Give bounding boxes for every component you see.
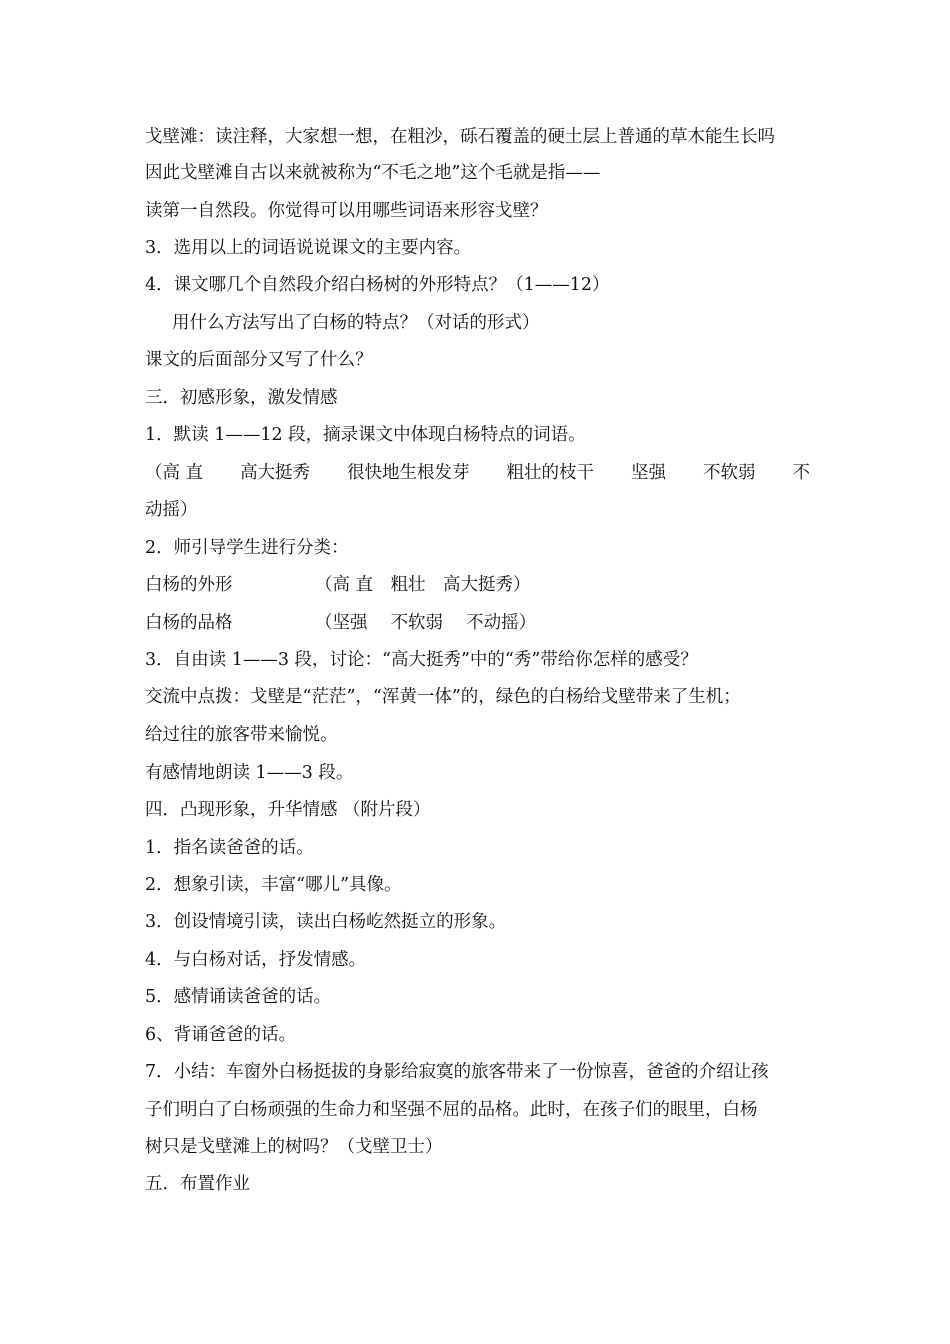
line-text: 7．小结：车窗外白杨挺拔的身影给寂寞的旅客带来了一份惊喜，爸爸的介绍让孩 xyxy=(145,1062,769,1082)
word-item: （高 直 xyxy=(145,463,204,483)
classification-value: （高 直 粗壮 高大挺秀） xyxy=(315,575,531,595)
paragraph-line xyxy=(145,1060,810,1084)
list-item: 3．自由读 1——3 段，讨论：“高大挺秀”中的“秀”带给你怎样的感受？ xyxy=(145,650,698,670)
paragraph-line: 课文的后面部分又写了什么？ xyxy=(145,350,373,370)
word-list-line xyxy=(145,461,810,485)
paragraph-line xyxy=(145,1098,810,1122)
paragraph-line: 有感情地朗读 1——3 段。 xyxy=(145,763,354,783)
word-item: 不 xyxy=(792,463,810,483)
classification-value: （坚强 不软弱 不动摇） xyxy=(315,613,537,633)
word-item: 很快地生根发芽 xyxy=(347,463,470,483)
list-item: 3．创设情境引读，读出白杨屹然挺立的形象。 xyxy=(145,912,507,932)
paragraph-line: 树只是戈壁滩上的树吗？（戈壁卫士） xyxy=(145,1137,443,1157)
list-item: 3．选用以上的词语说说课文的主要内容。 xyxy=(145,238,472,258)
classification-label: 白杨的外形 xyxy=(145,575,233,595)
line-text: 子们明白了白杨顽强的生命力和坚强不屈的品格。此时，在孩子们的眼里，白杨 xyxy=(145,1100,758,1120)
list-item: 1．默读 1——12 段，摘录课文中体现白杨特点的词语。 xyxy=(145,425,586,445)
paragraph-line: 用什么方法写出了白杨的特点？（对话的形式） xyxy=(172,313,540,333)
paragraph-line: 给过往的旅客带来愉悦。 xyxy=(145,725,338,745)
paragraph-line: 因此戈壁滩自古以来就被称为“不毛之地”这个毛就是指—— xyxy=(145,163,601,183)
line-text: 戈壁滩：读注释，大家想一想，在粗沙，砾石覆盖的硬土层上普通的草木能生长吗 xyxy=(145,127,775,147)
list-item: 5．感情诵读爸爸的话。 xyxy=(145,987,332,1007)
section-heading: 三．初感形象，激发情感 xyxy=(145,388,338,408)
paragraph-line: 动摇） xyxy=(145,500,198,520)
line-text: 交流中点拨：戈壁是“茫茫”，“浑黄一体”的，绿色的白杨给戈壁带来了生机； xyxy=(145,687,741,707)
list-item: 1．指名读爸爸的话。 xyxy=(145,838,314,858)
list-item: 4．与白杨对话，抒发情感。 xyxy=(145,950,367,970)
section-heading: 五．布置作业 xyxy=(145,1174,250,1194)
classification-row xyxy=(145,611,810,635)
list-item: 2．想象引读，丰富“哪儿”具像。 xyxy=(145,875,402,895)
classification-row xyxy=(145,573,810,597)
word-item: 坚强 xyxy=(631,463,667,483)
paragraph-line xyxy=(145,125,810,149)
word-item: 高大挺秀 xyxy=(240,463,311,483)
word-item: 粗壮的枝干 xyxy=(506,463,595,483)
section-heading: 四．凸现形象，升华情感 （附片段） xyxy=(145,800,431,820)
word-item: 不软弱 xyxy=(703,463,756,483)
classification-label: 白杨的品格 xyxy=(145,613,233,633)
paragraph-line: 读第一自然段。你觉得可以用哪些词语来形容戈壁？ xyxy=(145,201,548,221)
list-item: 2．师引导学生进行分类： xyxy=(145,538,349,558)
list-item: 4．课文哪几个自然段介绍白杨树的外形特点？（1——12） xyxy=(145,275,610,295)
list-item: 6、背诵爸爸的话。 xyxy=(145,1025,297,1045)
paragraph-line xyxy=(145,685,810,709)
